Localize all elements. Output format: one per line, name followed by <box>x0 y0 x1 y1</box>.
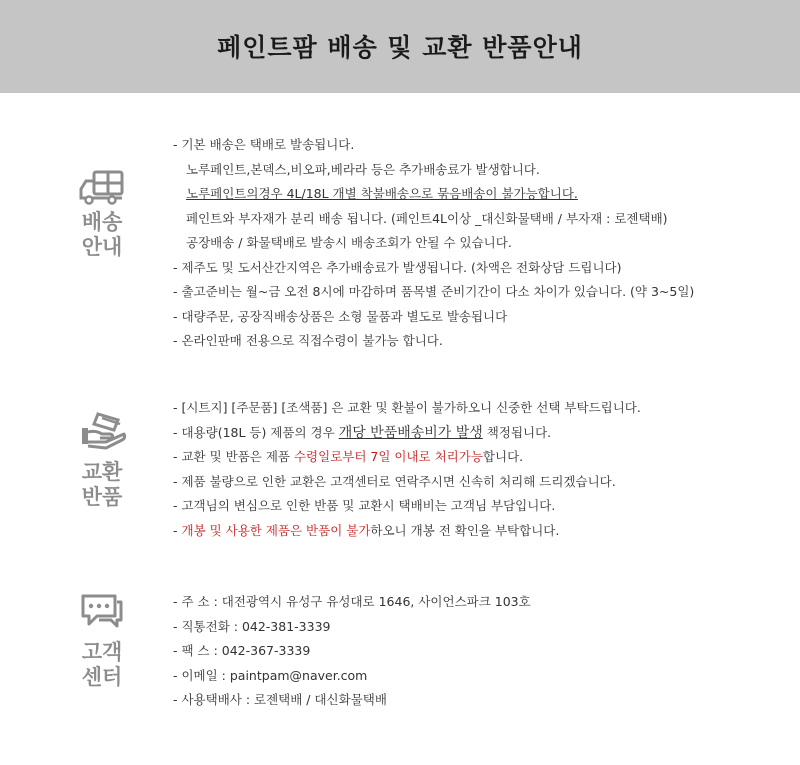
address: - 주 소 : 대전광역시 유성구 유성대로 1646, 사이언스파크 103호 <box>173 590 531 615</box>
list-item: 노루페인트의경우 4L/18L 개별 착불배송으로 묶음배송이 불가능합니다. <box>186 186 578 201</box>
list-item: - 대용량(18L 등) 제품의 경우 개당 반품배송비가 발생 책정됩니다. <box>173 421 641 446</box>
shipping-title-line1: 배송 <box>81 210 123 234</box>
returns-title-line1: 교환 <box>81 460 123 484</box>
support-heading <box>72 592 132 690</box>
phone: - 직통전화 : 042-381-3339 <box>173 615 531 640</box>
returns-list <box>173 396 641 543</box>
list-item: - 개봉 및 사용한 제품은 반품이 불가하오니 개봉 전 확인을 부탁합니다. <box>173 519 641 544</box>
list-item: 페인트와 부자재가 분리 배송 됩니다. (페인트4L이상 _대신화물택배 / 부자재 : 로젠택배) <box>186 210 668 226</box>
list-item: - 출고준비는 월~금 오전 8시에 마감하며 품목별 준비기간이 다소 차이가 있습니다. (약 3~5일) <box>173 280 694 305</box>
page-header <box>0 0 800 93</box>
list-item: - 온라인판매 전용으로 직접수령이 불가능 합니다. <box>173 329 694 354</box>
email: - 이메일 : paintpam@naver.com <box>173 664 531 689</box>
list-item: 공장배송 / 화물택배로 발송시 배송조회가 안될 수 있습니다. <box>186 235 512 250</box>
hand-box-icon <box>76 410 128 450</box>
shipping-list <box>173 133 694 354</box>
fax: - 팩 스 : 042-367-3339 <box>173 639 531 664</box>
support-section <box>0 588 800 718</box>
support-title-line1: 고객 <box>81 640 123 664</box>
truck-icon <box>78 169 126 205</box>
couriers: - 사용택배사 : 로젠택배 / 대신화물택배 <box>173 688 531 713</box>
page-title: 페인트팜 배송 및 교환 반품안내 <box>217 33 583 62</box>
returns-heading <box>72 410 132 510</box>
list-item: - 제주도 및 도서산간지역은 추가배송료가 발생됩니다. (차액은 전화상담 드립니다) <box>173 256 694 281</box>
support-title-line2: 센터 <box>81 665 123 689</box>
shipping-heading <box>72 169 132 260</box>
shipping-section <box>0 135 800 350</box>
returns-section <box>0 396 800 546</box>
list-item: - 제품 불량으로 인한 교환은 고객센터로 연락주시면 신속히 처리해 드리겠습니다. <box>173 470 641 495</box>
chat-bubble-icon <box>79 592 125 630</box>
list-item: - 기본 배송은 택배로 발송됩니다. <box>173 133 694 158</box>
list-item: 노루페인트,본덱스,비오파,베라라 등은 추가배송료가 발생합니다. <box>186 161 540 177</box>
list-item: - 대량주문, 공장직배송상품은 소형 물품과 별도로 발송됩니다 <box>173 305 694 330</box>
list-item: - 교환 및 반품은 제품 수령일로부터 7일 이내로 처리가능합니다. <box>173 445 641 470</box>
list-item: - 고객님의 변심으로 인한 반품 및 교환시 택배비는 고객님 부담입니다. <box>173 494 641 519</box>
list-item: - [시트지] [주문품] [조색품] 은 교환 및 환불이 불가하오니 신중한 선택 부탁드립니다. <box>173 396 641 421</box>
support-list <box>173 590 531 713</box>
shipping-title-line2: 안내 <box>81 235 123 259</box>
returns-title-line2: 반품 <box>81 485 123 509</box>
